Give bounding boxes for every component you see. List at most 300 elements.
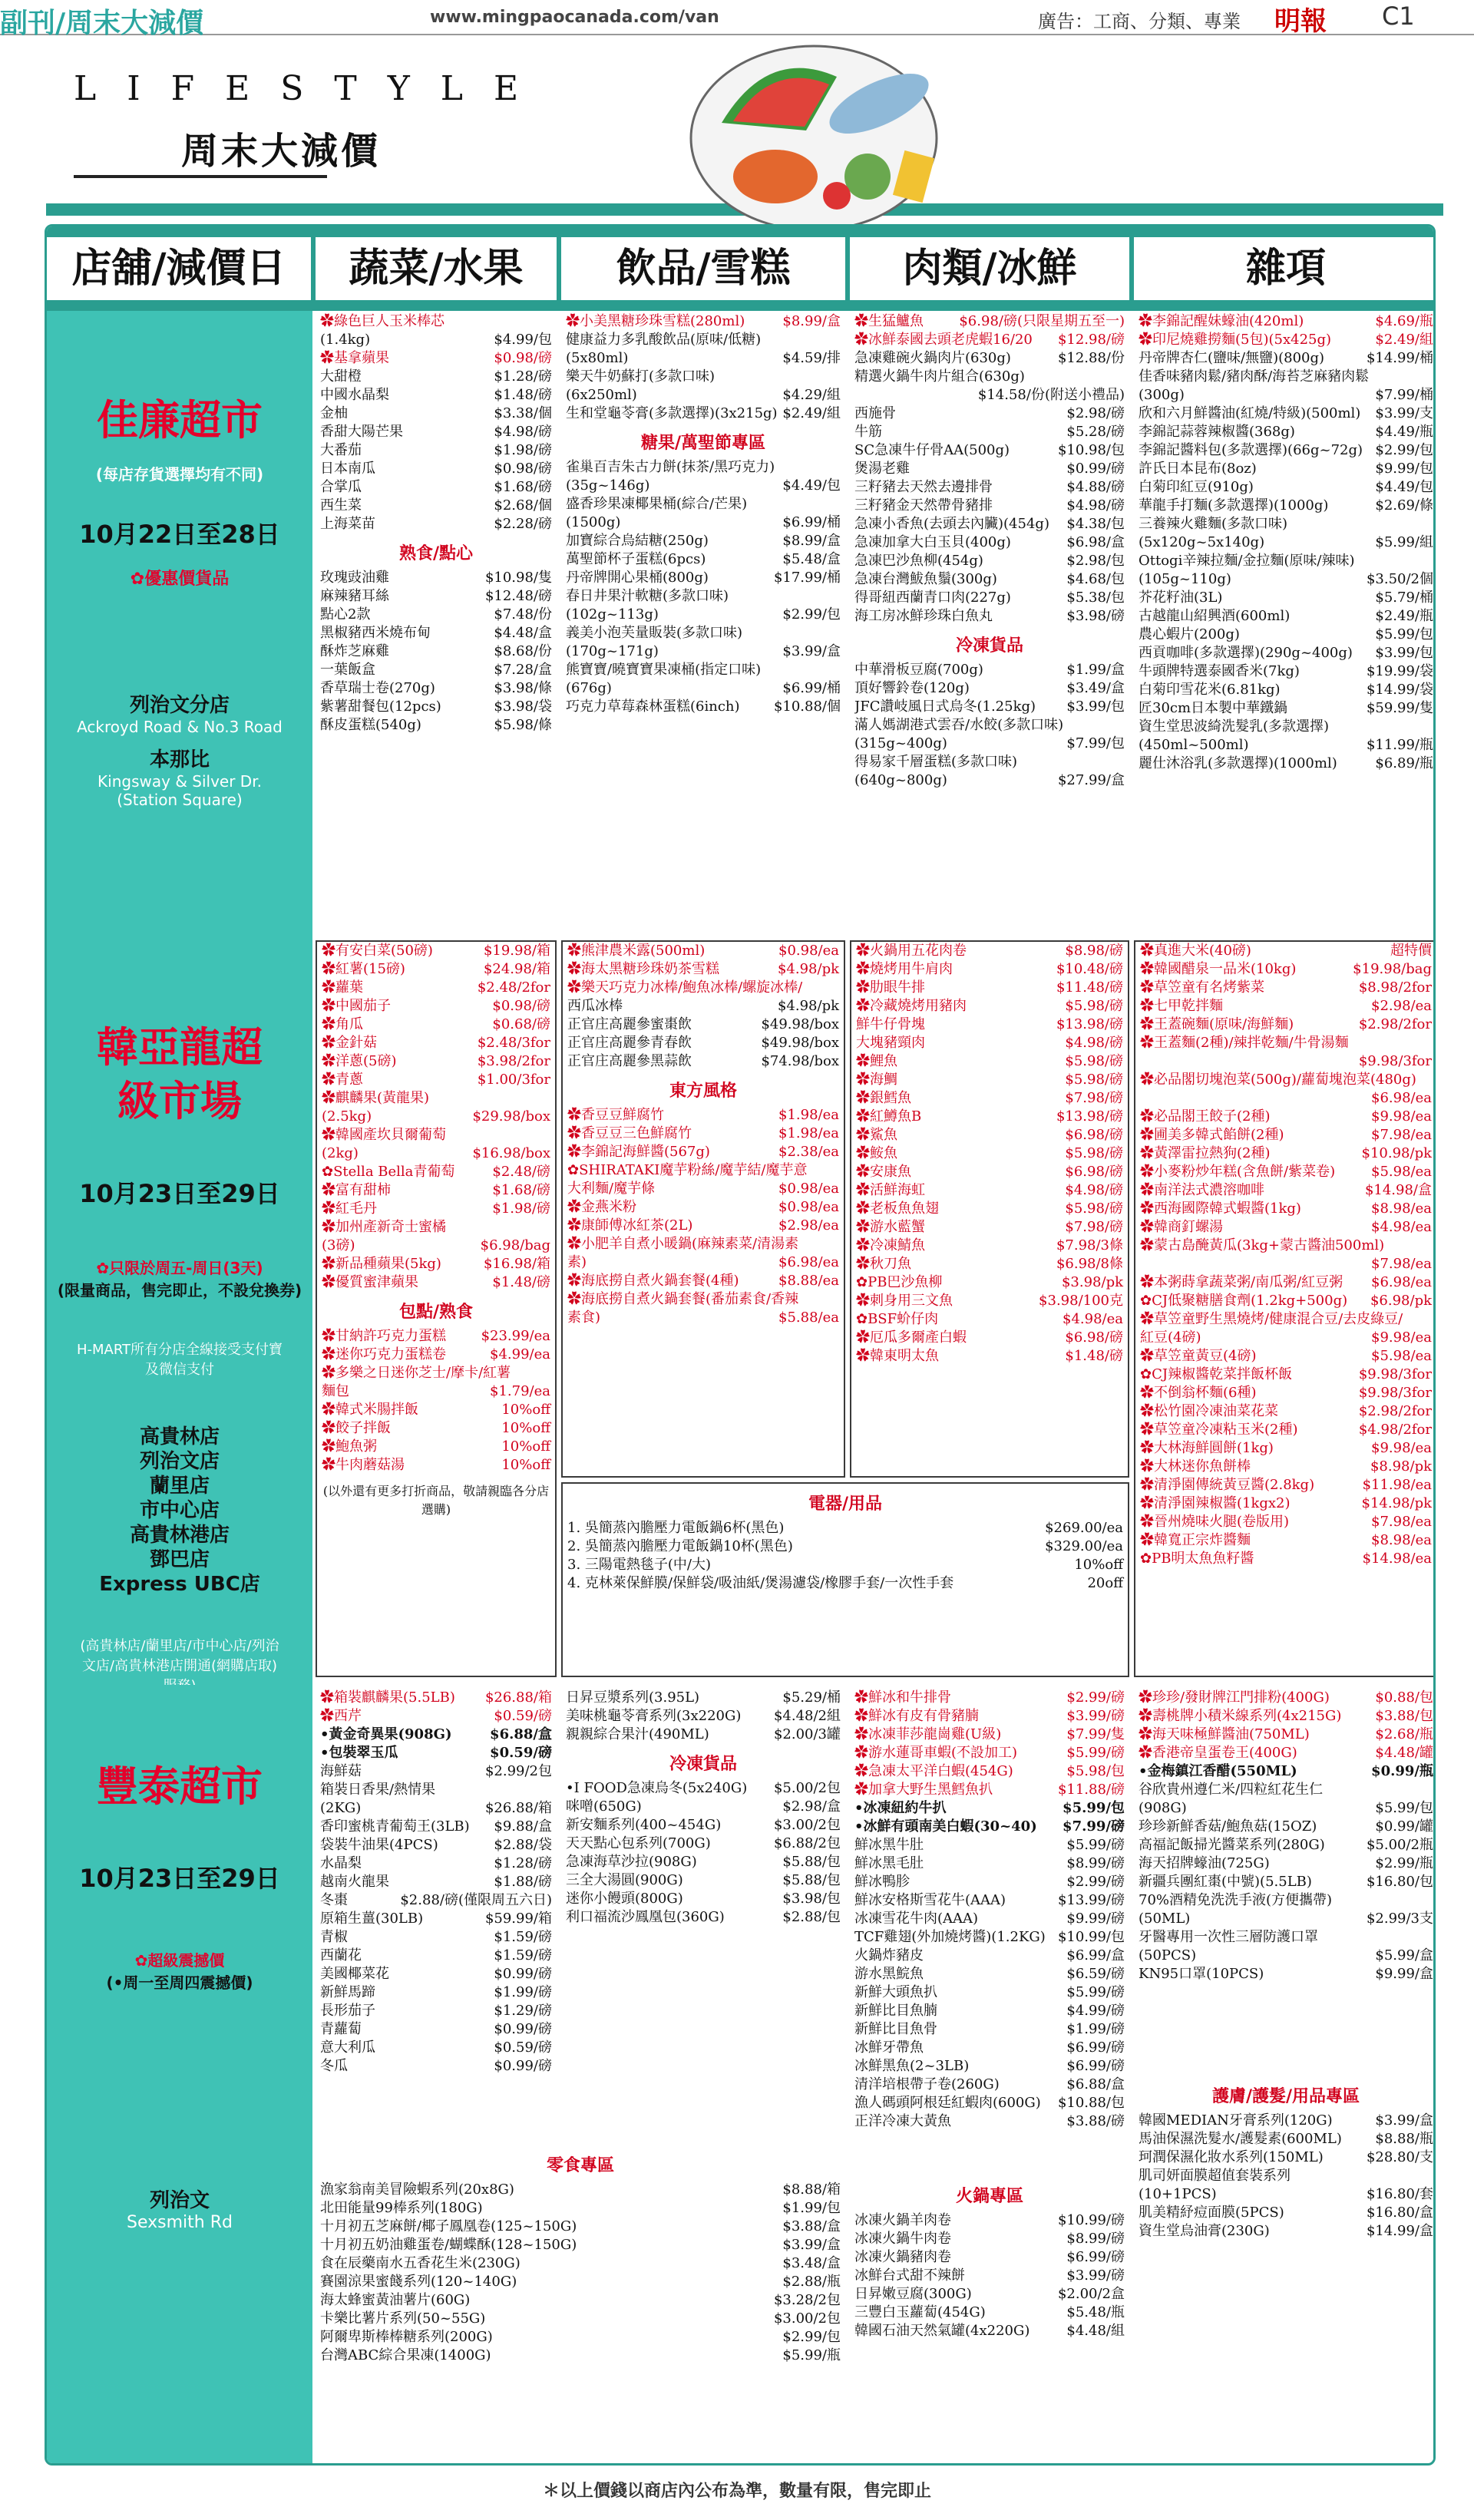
- list-item: [561, 661, 845, 679]
- item-price: $4.98/磅: [1065, 1182, 1123, 1198]
- item-price: $2.88/包: [782, 1909, 841, 1925]
- item-name: ✿韓國產坎貝爾葡萄: [322, 1127, 446, 1143]
- list-item: [1134, 478, 1436, 497]
- item-name: 香印蜜桃青葡萄王(3LB): [320, 1818, 470, 1835]
- list-item: [563, 1143, 844, 1161]
- item-price: $7.99/磅: [1063, 1818, 1125, 1835]
- list-item: [851, 1273, 1128, 1292]
- item-name: 鮮冰黑牛肚: [854, 1837, 924, 1853]
- item-name: 海太蜂蜜黃油薯片(60G): [320, 2292, 471, 2308]
- site-url[interactable]: www.mingpaocanada.com/van: [430, 8, 719, 27]
- footer-note: ＊以上價錢以商店內公布為準，數量有限，售完即止: [542, 2482, 931, 2501]
- item-name: 3. 三陽電熱毯子(中/大): [567, 1557, 712, 1573]
- item-name: 麻辣豬耳絲: [320, 588, 389, 604]
- item-price: $26.88/箱: [484, 1800, 552, 1816]
- list-item: [317, 1255, 555, 1273]
- item-name: 牛筋: [854, 424, 882, 440]
- item-price: $0.99/罐: [1375, 1818, 1433, 1835]
- list-item: [1135, 1421, 1436, 1439]
- item-name: 冰凍火鍋羊肉卷: [854, 2212, 951, 2228]
- item-price: $8.68/份: [494, 643, 552, 659]
- list-item: [850, 478, 1129, 497]
- list-item: [1134, 1781, 1436, 1799]
- item-price: $2.48/2for: [477, 979, 550, 996]
- list-item: [1135, 1181, 1436, 1200]
- item-name: ✿王蓋碗麵(原味/海鮮麵): [1140, 1016, 1294, 1032]
- item-name: ✿不倒翁杯麵(6種): [1140, 1385, 1257, 1401]
- item-name: ✿甘納許巧克力蛋糕: [322, 1328, 446, 1344]
- item-price: $5.98/ea: [1371, 1164, 1432, 1180]
- list-item: [1135, 1071, 1436, 1089]
- list-item: [316, 1707, 557, 1726]
- list-item: [316, 2020, 557, 2039]
- item-name: 天天點心包系列(700G): [566, 1835, 711, 1851]
- item-name: 4. 克林萊保鮮膜/保鮮袋/吸油紙/煲湯濾袋/橡膠手套/一次性手套: [567, 1575, 954, 1591]
- item-price: $6.98/ea: [1371, 1090, 1432, 1106]
- list-item: [1135, 1439, 1436, 1458]
- item-name: 台灣ABC綜合果凍(1400G): [320, 2347, 491, 2363]
- item-price: $4.49/瓶: [1375, 424, 1433, 440]
- item-price: $5.00/2包: [773, 1780, 841, 1796]
- store-name: 韓亞龍超級市場: [97, 1023, 263, 1125]
- s2-electronics-cell: [561, 1482, 1129, 1677]
- list-item: [851, 997, 1128, 1016]
- item-price: $9.98/3for: [1358, 1053, 1432, 1069]
- list-item: [1134, 405, 1436, 423]
- item-name: (1.4kg): [320, 332, 371, 348]
- list-item: [850, 2304, 1129, 2322]
- item-name: (5x80ml): [566, 350, 629, 366]
- item-price: $4.98/pk: [777, 998, 839, 1014]
- item-price: $5.98/ea: [1371, 1348, 1432, 1364]
- list-item: [561, 1853, 845, 1871]
- list-item: [850, 1854, 1129, 1873]
- list-item: [316, 460, 557, 478]
- item-name: 袋裝牛油果(4PCS): [320, 1837, 438, 1853]
- item-price: $3.99/盒: [1375, 2112, 1433, 2129]
- item-price: $7.98/ea: [1371, 1514, 1432, 1530]
- list-item: [1134, 1818, 1436, 1836]
- item-price: $7.28/盒: [494, 662, 552, 678]
- item-price: $0.98/磅: [492, 998, 550, 1014]
- item-name: 谷欣貴州遵仁米/四粒紅花生仁: [1139, 1782, 1324, 1798]
- food-illustration: [676, 31, 952, 238]
- item-name: (10+1PCS): [1139, 2186, 1217, 2202]
- list-item: [561, 349, 845, 368]
- list-item: [850, 1873, 1129, 1891]
- item-name: ✿多樂之日迷你芝士/摩卡/紅薯: [322, 1365, 511, 1381]
- item-name: ✿冷凍鯖魚: [856, 1237, 925, 1253]
- item-name: ✿刺身用三文魚: [856, 1293, 953, 1309]
- list-item: [316, 386, 557, 405]
- item-name: 加寶綜合烏結糖(250g): [566, 533, 709, 549]
- branch: 蘭里店: [149, 1475, 210, 1498]
- item-name: 丹帝牌杏仁(鹽味/無鹽)(800g): [1139, 350, 1325, 366]
- list-item: [850, 589, 1129, 607]
- item-name: 急凍巴沙魚柳(454g): [854, 553, 983, 569]
- list-item: [850, 368, 1129, 386]
- item-price: $1.99/盒: [1066, 662, 1125, 678]
- list-item: [316, 679, 557, 698]
- item-price: $4.98/pk: [777, 961, 839, 977]
- item-name: ✿秋刀魚: [856, 1256, 911, 1272]
- list-item: [850, 753, 1129, 771]
- item-price: $4.48/2組: [773, 1708, 841, 1724]
- item-name: ✿晉州燒味火腿(卷版用): [1140, 1514, 1290, 1530]
- item-price: $74.98/box: [761, 1053, 839, 1069]
- item-name: 資生堂思波綺洗髮乳(多款選擇): [1139, 718, 1330, 735]
- item-price: $49.98/box: [761, 1016, 839, 1032]
- item-name: 新鮮比目魚腩: [854, 2003, 937, 2019]
- item-price: $24.98/箱: [483, 961, 550, 977]
- item-price: 10%off: [501, 1438, 550, 1455]
- list-item: [1135, 979, 1436, 997]
- item-price: $16.98/box: [472, 1145, 550, 1161]
- list-item: [1134, 1965, 1436, 1983]
- item-price: $3.99/包: [1375, 645, 1433, 661]
- list-item: [316, 1910, 557, 1928]
- item-price: $14.99/桶: [1366, 350, 1433, 366]
- list-item: [850, 735, 1129, 753]
- item-price: $3.88/包: [1375, 1708, 1433, 1724]
- item-price: $7.98/ea: [1371, 1127, 1432, 1143]
- item-price: $4.99/ea: [490, 1346, 550, 1362]
- list-item: [851, 1255, 1128, 1273]
- store-name: 佳廉超市: [97, 396, 263, 444]
- item-price: $5.88/包: [782, 1872, 841, 1888]
- list-item: [561, 1726, 845, 1744]
- item-price: $1.68/磅: [492, 1182, 550, 1198]
- list-item: [1135, 1384, 1436, 1402]
- item-name: 海鮮菇: [320, 1763, 362, 1779]
- item-price: $2.98/2for: [1358, 1403, 1432, 1419]
- item-price: $9.99/包: [1375, 461, 1433, 477]
- list-item: [561, 1707, 845, 1726]
- list-item: [850, 1689, 1129, 1707]
- list-item: [561, 679, 845, 698]
- list-item: [1134, 2185, 1436, 2204]
- item-price: $59.99/箱: [484, 1911, 552, 1927]
- list-item: [1134, 570, 1436, 589]
- item-name: ✿西海國際韓式蝦醬(1kg): [1140, 1201, 1301, 1217]
- item-price: $1.59/磅: [494, 1947, 552, 1963]
- item-name: ✿青蔥: [322, 1072, 363, 1088]
- item-price: $0.68/磅: [492, 1016, 550, 1032]
- list-item: [1134, 312, 1436, 331]
- item-name: ✿餃子拌飯: [322, 1420, 391, 1436]
- list-item: [850, 570, 1129, 589]
- item-name: 熊寶寶/曉寶寶果凍桶(指定口味): [566, 662, 762, 678]
- list-item: [850, 2267, 1129, 2285]
- item-price: $5.48/盒: [782, 551, 841, 567]
- list-item: [1135, 1089, 1436, 1108]
- item-name: JFC讚岐風日式烏冬(1.25kg): [854, 699, 1036, 715]
- item-price: 10%off: [1074, 1557, 1123, 1573]
- list-item: [1134, 2148, 1436, 2167]
- item-price: $7.98/磅: [1065, 1090, 1123, 1106]
- list-item: [316, 423, 557, 441]
- branch: 鄧巴店: [149, 1548, 210, 1571]
- item-name: ✿加州產新奇士蜜橘: [322, 1219, 446, 1235]
- item-name: •冰鮮有頭南美白蝦(30~40): [854, 1818, 1037, 1835]
- list-item: [850, 533, 1129, 552]
- item-price: $2.99/2包: [484, 1763, 552, 1779]
- item-price: $7.99/包: [1066, 735, 1125, 751]
- item-name: ✿鮟魚: [856, 1145, 897, 1161]
- list-item: [1135, 1531, 1436, 1550]
- item-price: $2.48/3for: [477, 1035, 550, 1051]
- item-name: 上海菜苗: [320, 516, 375, 532]
- item-name: 春日井果汁軟糖(多款口味): [566, 588, 729, 604]
- item-name: 意大利瓜: [320, 2039, 375, 2056]
- item-price: $6.98/磅: [1065, 1329, 1123, 1346]
- list-item: [851, 1163, 1128, 1181]
- store-limit: (限量商品，售完即止，不設兌換券): [57, 1281, 302, 1300]
- item-name: 親親綜合果汁(490ML): [566, 1726, 709, 1742]
- item-price: $6.98/盒: [1066, 534, 1125, 550]
- item-price: $4.98/磅: [1066, 497, 1125, 514]
- item-price: $6.89/瓶: [1375, 755, 1433, 771]
- list-item: [316, 349, 557, 368]
- item-price: 超特價: [1390, 943, 1432, 959]
- list-item: [850, 331, 1129, 349]
- s1-misc-cell: [1134, 312, 1436, 930]
- list-item: [563, 1290, 844, 1309]
- item-name: 食在辰藥南水五香花生米(230G): [320, 2255, 521, 2271]
- list-item: [1134, 460, 1436, 478]
- lifestyle-heading: LIFESTYLE: [74, 69, 550, 108]
- list-item: [316, 606, 557, 624]
- list-item: [561, 550, 845, 569]
- item-name: ✿草笠童冷凍粘玉米(2種): [1140, 1422, 1298, 1438]
- list-item: [316, 2057, 557, 2076]
- list-item: [316, 2236, 845, 2254]
- list-item: [1134, 331, 1436, 349]
- list-item: [563, 1125, 844, 1143]
- item-name: 新鮮比目魚骨: [854, 2021, 937, 2037]
- item-name: ✿Stella Bella青葡萄: [322, 1164, 455, 1180]
- list-item: [561, 1871, 845, 1890]
- item-name: (640g~800g): [854, 772, 947, 788]
- item-name: ✿海天味極鮮醬油(750ML): [1139, 1726, 1310, 1742]
- list-item: [316, 642, 557, 661]
- section-heading: 電器/用品: [808, 1494, 883, 1514]
- item-name: ✿游水蓮哥車蝦(不設加工): [854, 1745, 1018, 1761]
- item-price: $3.28/2包: [773, 2292, 841, 2308]
- item-name: ✿SHIRATAKI魔芋粉絲/魔芋結/魔芋意: [567, 1162, 808, 1178]
- list-item: [317, 1218, 555, 1237]
- item-name: 素): [567, 1254, 587, 1270]
- list-item: [316, 1726, 557, 1744]
- list-item: [563, 1574, 1128, 1593]
- store-panel-fengtai: [47, 1685, 312, 2466]
- list-item: [1134, 607, 1436, 626]
- list-item: [563, 997, 844, 1016]
- list-item: [1135, 997, 1436, 1016]
- item-name: ✿小美黑糖珍珠雪糕(280ml): [566, 313, 745, 329]
- item-name: ✿銀鱈魚: [856, 1090, 911, 1106]
- item-price: $3.99/支: [1375, 405, 1433, 421]
- item-name: ✿香豆豆三色鮮腐竹: [567, 1125, 692, 1141]
- item-price: $7.98/3條: [1056, 1237, 1123, 1253]
- item-price: $2.99/瓶: [1375, 1855, 1433, 1871]
- more-deals-note: (以外還有更多打折商品，敬請親臨各分店選購): [322, 1484, 550, 1517]
- item-name: ✿西芹: [320, 1708, 362, 1724]
- item-price: $27.99/盒: [1057, 772, 1125, 788]
- item-name: ✿印尼燒雞撈麵(5包)(5x425g): [1139, 332, 1332, 348]
- item-name: 健康益力多乳酸飲品(原味/低糖): [566, 332, 762, 348]
- item-name: ✿蒙古島醃黃瓜(3kg+蒙古醬油500ml): [1140, 1237, 1385, 1253]
- list-item: [850, 2211, 1129, 2230]
- item-name: 點心2款: [320, 606, 371, 623]
- item-price: $2.49/組: [1375, 332, 1433, 348]
- item-name: ✿必品閣切塊泡菜(500g)/蘿蔔塊泡菜(480g): [1140, 1072, 1416, 1088]
- item-price: $3.00/2包: [773, 2310, 841, 2327]
- item-name: •金梅鎮江香醋(550ML): [1139, 1763, 1297, 1779]
- item-name: ✿金燕米粉: [567, 1199, 636, 1215]
- store-panel-jialian: [47, 311, 312, 936]
- item-price: $3.98/100克: [1039, 1293, 1123, 1309]
- item-price: $1.88/磅: [494, 1874, 552, 1890]
- item-price: $2.48/磅: [492, 1164, 550, 1180]
- item-name: 煲湯老雞: [854, 461, 910, 477]
- item-name: 西瓜冰棒: [567, 998, 623, 1014]
- list-item: [850, 698, 1129, 716]
- item-price: $7.99/桶: [1375, 387, 1433, 403]
- item-name: TCF雞翅(外加燒烤醬)(1.2KG): [854, 1929, 1046, 1945]
- list-item: [317, 1071, 555, 1089]
- store-name: 豐泰超市: [97, 1762, 263, 1811]
- list-item: [316, 2218, 845, 2236]
- item-price: $10.98/pk: [1361, 1145, 1432, 1161]
- list-item: [316, 2328, 845, 2347]
- item-price: $8.88/瓶: [1375, 2131, 1433, 2147]
- item-name: 急凍海草沙拉(908G): [566, 1854, 697, 1870]
- store-special-2: (•周一至周四震撼價): [106, 1973, 253, 1992]
- item-name: 清洋培根帶子卷(260G): [854, 2076, 1000, 2092]
- list-item: [1134, 2167, 1436, 2185]
- item-price: $8.99/盒: [782, 533, 841, 549]
- list-item: [1134, 1689, 1436, 1707]
- item-name: ✿生猛鱸魚: [854, 313, 924, 329]
- item-price: $9.99/磅: [1066, 1911, 1125, 1927]
- item-price: $10.99/磅: [1057, 2212, 1125, 2228]
- item-price: $0.99/磅: [1066, 461, 1125, 477]
- item-price: $4.88/磅: [1066, 479, 1125, 495]
- item-name: 冰鮮台式甜不辣餅: [854, 2267, 965, 2284]
- item-name: (450ml~500ml): [1139, 737, 1249, 753]
- item-name: ✿箱裝麒麟果(5.5LB): [320, 1689, 455, 1706]
- item-name: 萬聖節杯子蛋糕(6pcs): [566, 551, 706, 567]
- item-name: 冬瓜: [320, 2058, 348, 2074]
- item-price: $5.98/磅: [1065, 1201, 1123, 1217]
- list-item: [561, 1816, 845, 1835]
- page-number: C1: [1382, 2, 1415, 31]
- deals-panel: [45, 224, 1436, 2466]
- item-name: 正官庄高麗參蜜棗飲: [567, 1016, 692, 1032]
- item-price: $9.98/ea: [1371, 1108, 1432, 1125]
- item-name: 華龍手打麵(多款選擇)(1000g): [1139, 497, 1329, 514]
- s3-drink-cell: [561, 1689, 845, 2142]
- branch-address: Sexsmith Rd: [127, 2213, 233, 2232]
- item-name: (6x250ml): [566, 387, 637, 403]
- item-name: 紫薯甜餐包(12pcs): [320, 699, 441, 715]
- item-name: ✿草笠童野生黑燒烤/健康混合豆/去皮綠豆/: [1140, 1311, 1403, 1327]
- list-item: [850, 607, 1129, 626]
- list-item: [851, 1034, 1128, 1052]
- item-name: 十月初五芝麻餅/椰子鳳凰卷(125~150G): [320, 2218, 577, 2234]
- list-item: [316, 331, 557, 349]
- list-item: [1134, 626, 1436, 644]
- item-price: $4.98/2for: [1358, 1422, 1432, 1438]
- list-item: [851, 1126, 1128, 1144]
- item-price: $5.98/磅: [1065, 1053, 1123, 1069]
- item-name: ✿圃美多韓式餡餅(2種): [1140, 1127, 1284, 1143]
- section-heading: 零食專區: [546, 2155, 614, 2175]
- list-item: [1134, 699, 1436, 718]
- item-price: $5.00/2瓶: [1366, 1837, 1433, 1853]
- list-item: [563, 1519, 1128, 1537]
- item-price: $5.98/包: [1066, 1763, 1125, 1779]
- list-item: [316, 2039, 557, 2057]
- item-name: (2KG): [320, 1800, 362, 1816]
- item-price: $6.59/磅: [1066, 1966, 1125, 1982]
- store-note: (每店存貨選擇均有不同): [95, 465, 264, 484]
- list-item: [316, 2310, 845, 2328]
- item-price: $5.98/磅: [1065, 998, 1123, 1014]
- list-item: [561, 495, 845, 514]
- list-item: [850, 2094, 1129, 2112]
- section-heading: 火鍋專區: [955, 2186, 1023, 2206]
- list-item: [317, 1126, 555, 1144]
- col-header-drink: 飲品/雪糕: [561, 237, 845, 300]
- item-price: $9.98/ea: [1371, 1440, 1432, 1456]
- item-price: $5.88/包: [782, 1854, 841, 1870]
- item-price: $6.98/磅: [1065, 1164, 1123, 1180]
- item-price: $2.98/包: [1066, 553, 1125, 569]
- s3-meat-cell: [850, 1689, 1129, 2172]
- item-price: $19.98/箱: [483, 943, 550, 959]
- list-item: [561, 1890, 845, 1908]
- item-name: 急凍雞碗火鍋肉片(630g): [854, 350, 1011, 366]
- item-name: 玫瑰豉油雞: [320, 570, 389, 586]
- item-price: $4.29/組: [782, 387, 841, 403]
- item-price: $3.38/個: [494, 405, 552, 421]
- list-item: [561, 458, 845, 477]
- list-item: [850, 1965, 1129, 1983]
- item-name: 麗仕沐浴乳(多款選擇)(1000ml): [1139, 755, 1337, 771]
- list-item: [850, 2076, 1129, 2094]
- item-name: (50ML): [1139, 1911, 1191, 1927]
- list-item: [850, 1726, 1129, 1744]
- item-price: $26.88/箱: [484, 1689, 552, 1706]
- item-name: ✿海太黑糖珍珠奶茶雪糕: [567, 961, 719, 977]
- item-name: SC急凍牛仔骨AA(500g): [854, 442, 1010, 458]
- item-price: $3.49/盒: [1066, 680, 1125, 696]
- list-item: [317, 1419, 555, 1438]
- item-name: ✿黃澤雷拉熱狗(2種): [1140, 1145, 1271, 1161]
- branch-note: (高貴林店/蘭里店/市中心店/列治文店/高貴林港店開通(網購店取): [80, 1638, 279, 1674]
- list-item: [561, 587, 845, 606]
- list-item: [1135, 1366, 1436, 1384]
- store-special: ✿優惠價貨品: [130, 570, 230, 589]
- item-name: ✿紅鱒魚B: [856, 1108, 922, 1125]
- item-price: $2.88/磅(僅限周五六日): [400, 1892, 552, 1908]
- list-item: [317, 1273, 555, 1292]
- item-price: $0.98/磅: [494, 350, 552, 366]
- section-heading: 熟食/點心: [398, 543, 474, 563]
- item-price: $8.99/盒: [782, 313, 841, 329]
